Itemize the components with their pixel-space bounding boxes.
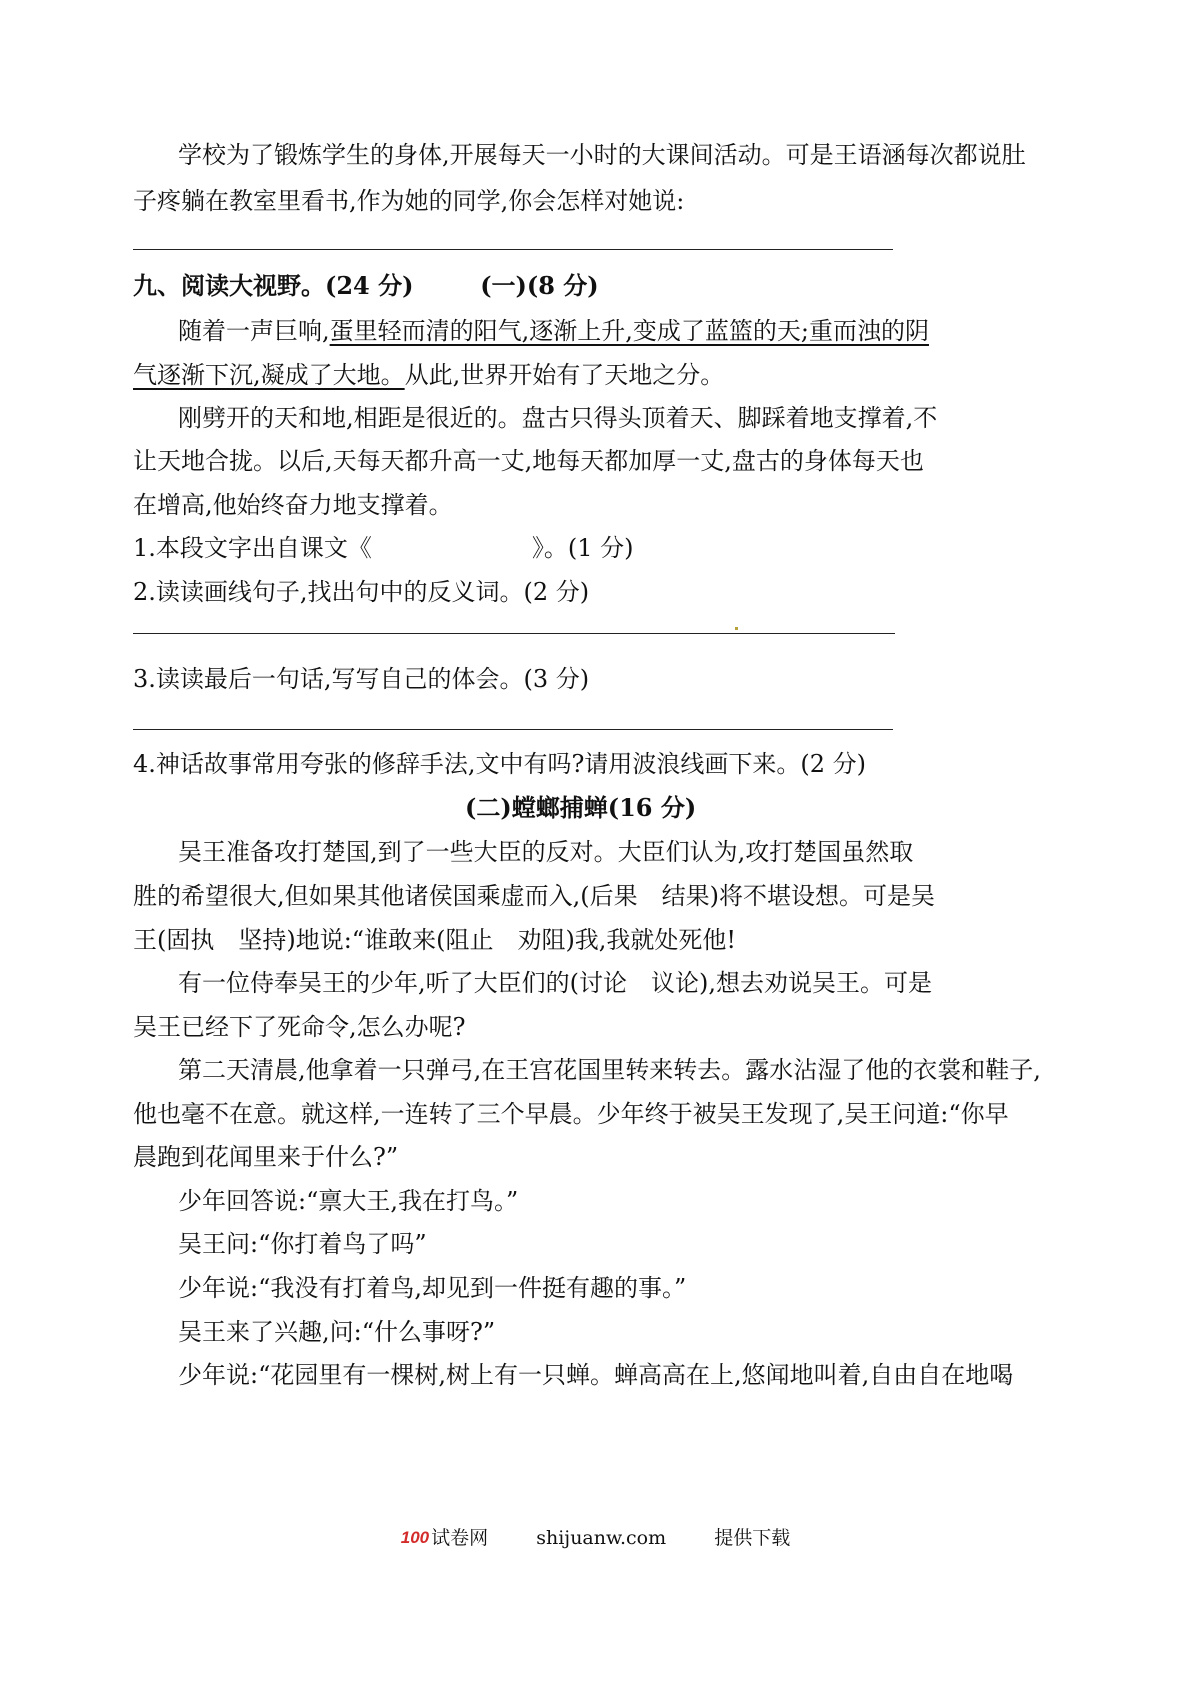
story-line-6: 第二天清晨,他拿着一只弹弓,在王宫花国里转来转去。露水沾湿了他的衣裳和鞋子, bbox=[178, 1056, 1041, 1084]
question-2: 2.读读画线句子,找出句中的反义词。(2 分) bbox=[133, 578, 590, 606]
question-4: 4.神话故事常用夸张的修辞手法,文中有吗?请用波浪线画下来。(2 分) bbox=[133, 750, 867, 778]
passage-2-line-3: 在增高,他始终奋力地支撑着。 bbox=[133, 491, 453, 519]
passage-1-line-2 bbox=[133, 360, 724, 390]
passage-1-line-1 bbox=[178, 316, 929, 346]
story-line-1: 吴王准备攻打楚国,到了一些大臣的反对。大臣们认为,攻打楚国虽然取 bbox=[178, 838, 914, 866]
story-line-5: 吴王已经下了死命令,怎么办呢? bbox=[133, 1013, 466, 1041]
part-1-heading: (一)(8 分) bbox=[480, 271, 599, 300]
passage-1-line-2-suffix: 从此,世界开始有了天地之分。 bbox=[404, 361, 725, 389]
question-1 bbox=[133, 533, 634, 563]
answer-line-intro[interactable] bbox=[133, 249, 893, 250]
footer-slogan: 提供下载 bbox=[714, 1527, 791, 1549]
question-1-prefix: 1.本段文字出自课文《 bbox=[133, 534, 372, 562]
story-line-8: 晨跑到花闻里来于什么?” bbox=[133, 1143, 399, 1171]
passage-2-line-1: 刚劈开的天和地,相距是很近的。盘古只得头顶着天、脚踩着地支撑着,不 bbox=[178, 404, 938, 432]
question-1-suffix: 》。(1 分) bbox=[531, 534, 634, 562]
answer-line-q3[interactable] bbox=[133, 729, 893, 730]
site-domain[interactable]: shijuanw.com bbox=[536, 1527, 667, 1549]
section-9-title: 九、阅读大视野。(24 分) bbox=[133, 271, 414, 300]
intro-line-1: 学校为了锻炼学生的身体,开展每天一小时的大课间活动。可是王语涵每次都说肚 bbox=[178, 141, 1026, 169]
story-line-2: 胜的希望很大,但如果其他诸侯国乘虚而入,(后果 结果)将不堪设想。可是吴 bbox=[133, 882, 935, 910]
section-9-heading bbox=[133, 271, 599, 301]
story-line-12: 吴王来了兴趣,问:“什么事呀?” bbox=[178, 1318, 496, 1346]
underlined-sentence-part-1: 蛋里轻而清的阳气,逐渐上升,变成了蓝篮的天;重而浊的阴 bbox=[329, 317, 929, 345]
story-line-9: 少年回答说:“禀大王,我在打鸟。” bbox=[178, 1187, 519, 1215]
stray-mark bbox=[735, 627, 738, 630]
page-footer bbox=[0, 1524, 1191, 1551]
passage-2-line-2: 让天地合拢。以后,天每天都升高一丈,地每天都加厚一丈,盘古的身体每天也 bbox=[133, 447, 924, 475]
story-line-10: 吴王问:“你打着鸟了吗” bbox=[178, 1230, 427, 1258]
site-name: 试卷网 bbox=[431, 1527, 489, 1549]
underlined-sentence-part-2: 气逐渐下沉,凝成了大地。 bbox=[133, 361, 405, 389]
story-line-4: 有一位侍奉吴王的少年,听了大臣们的(讨论 议论),想去劝说吴王。可是 bbox=[178, 969, 932, 997]
site-logo: 100 bbox=[400, 1528, 430, 1547]
story-line-13: 少年说:“花园里有一棵树,树上有一只蝉。蝉高高在上,悠闻地叫着,自由自在地喝 bbox=[178, 1361, 1014, 1389]
story-line-7: 他也毫不在意。就这样,一连转了三个早晨。少年终于被吴王发现了,吴王问道:“你早 bbox=[133, 1100, 1009, 1128]
story-line-11: 少年说:“我没有打着鸟,却见到一件挺有趣的事。” bbox=[178, 1274, 687, 1302]
story-line-3: 王(固执 坚持)地说:“谁敢来(阻止 劝阻)我,我就处死他! bbox=[133, 926, 737, 954]
passage-1-line-1-prefix: 随着一声巨响, bbox=[178, 317, 330, 345]
question-3: 3.读读最后一句话,写写自己的体会。(3 分) bbox=[133, 665, 590, 693]
answer-line-q2[interactable] bbox=[133, 633, 895, 634]
part-2-heading: (二)螳螂捕蝉(16 分) bbox=[465, 793, 697, 822]
intro-line-2: 子疼躺在教室里看书,作为她的同学,你会怎样对她说: bbox=[133, 187, 685, 215]
